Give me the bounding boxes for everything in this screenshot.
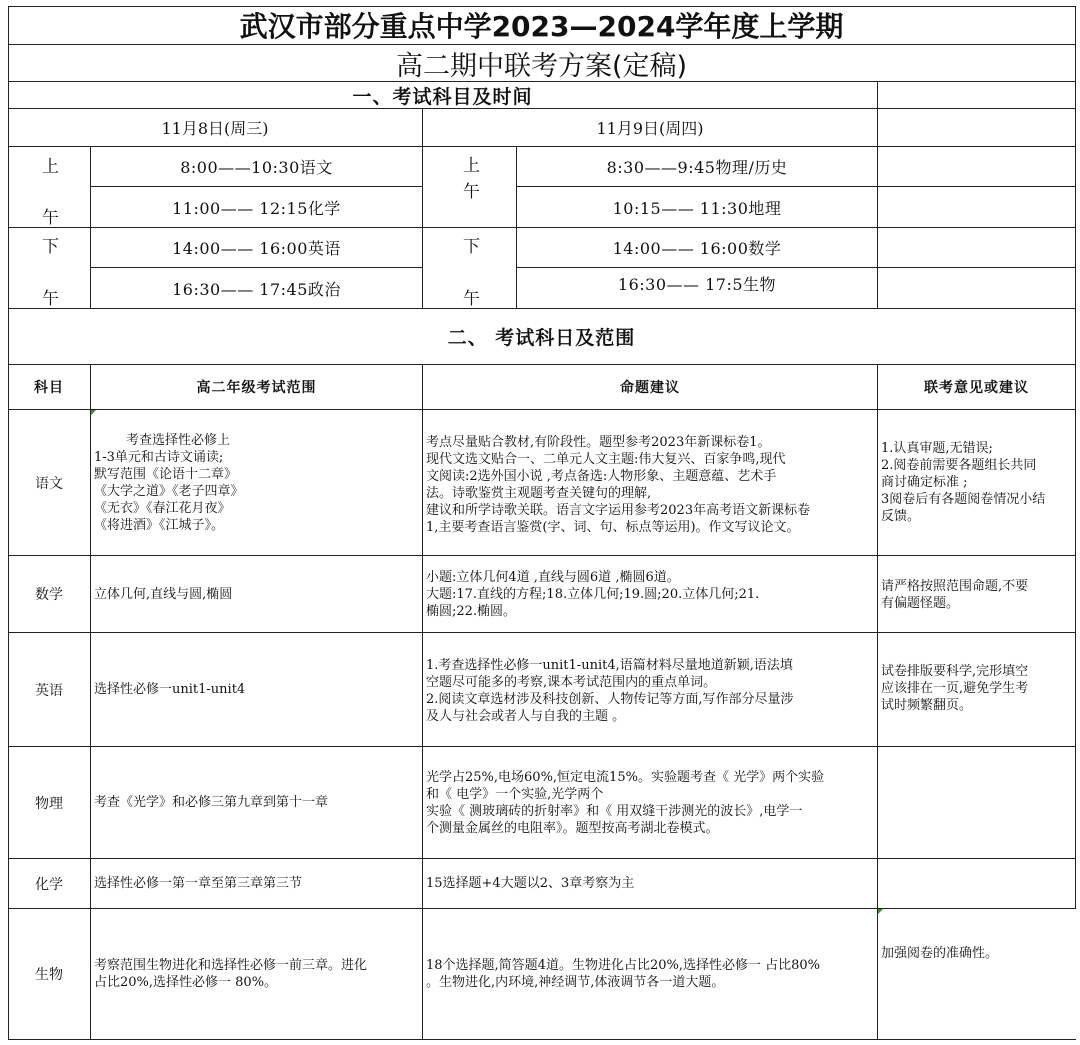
scope-line: 考察范围生物进化和选择性必修一前三章。进化: [94, 958, 368, 973]
scope-line: 《无衣》《春江花月夜》: [94, 501, 231, 516]
opinion-line: 加强阅卷的准确性。: [881, 946, 999, 961]
scope-english: [91, 633, 423, 747]
header-opinion: 联考意见或建议: [878, 365, 1076, 410]
d1-am-slot-2: 11:00—— 12:15化学: [91, 187, 423, 228]
subject-math: 数学: [8, 556, 91, 633]
advice-physics: [423, 747, 878, 859]
title-line-2: 高二期中联考方案(定稿): [8, 45, 1076, 82]
advice-line: 建议和所学诗歌关联。语言文字运用参考2023年高考语文新课标卷: [426, 503, 811, 518]
opinion-line: 1.认真审题,无错误;: [881, 441, 993, 456]
header-subject: 科目: [8, 365, 91, 410]
comment-marker-icon: [878, 909, 883, 914]
header-scope: 高二年级考试范围: [91, 365, 423, 410]
opinion-line: 有偏题怪题。: [881, 596, 960, 611]
morning-bottom-char: 午: [463, 182, 480, 202]
opinion-line: 试卷排版要科学,完形填空: [881, 664, 1029, 679]
d2-am-slot-1: 8:30——9:45物理/历史: [517, 147, 878, 187]
afternoon-bottom-char: 午: [463, 289, 480, 309]
scope-line: 占比20%,选择性必修一 80%。: [94, 975, 278, 990]
advice-chinese: [423, 410, 878, 556]
advice-line: 法。诗歌鉴赏主观题考查关键句的理解,: [426, 486, 652, 501]
opinion-line: 商讨确定标准 ;: [881, 475, 968, 490]
subject-chemistry: 化学: [8, 859, 91, 909]
opinion-line: 试时频繁翻页。: [881, 698, 973, 713]
title-line-1: 武汉市部分重点中学2023—2024学年度上学期: [8, 6, 1076, 45]
exam-plan-table: [8, 6, 1076, 1040]
comment-marker-icon: [91, 410, 96, 415]
subject-physics: 物理: [8, 747, 91, 859]
advice-line: 光学占25%,电场60%,恒定电流15%。实验题考查《 光学》两个实验: [426, 770, 825, 785]
scope-math: [91, 556, 423, 633]
advice-line: 18个选择题,简答题4道。生物进化占比20%,选择性必修一 占比80%: [426, 958, 820, 973]
blank-cell: [878, 268, 1076, 309]
scope-line: 考查《光学》和必修三第九章到第十一章: [94, 795, 329, 810]
advice-line: 空题尽可能多的考察,课本考试范围内的重点单词。: [426, 675, 717, 690]
advice-line: 1.考查选择性必修一unit1-unit4,语篇材料尽量地道新颖,语法填: [426, 658, 793, 673]
advice-line: 大题:17.直线的方程;18.立体几何;19.圆;20.立体几何;21.: [426, 587, 760, 602]
scope-chinese: [91, 410, 423, 556]
d2-pm-slot-2: 16:30—— 17:5生物: [517, 268, 878, 309]
opinion-line: 应该排在一页,避免学生考: [881, 681, 1029, 696]
advice-chemistry: [423, 859, 878, 909]
advice-math: [423, 556, 878, 633]
day1-morning-label: [8, 147, 91, 228]
afternoon-bottom-char: 午: [42, 289, 59, 309]
opinion-biology: [878, 909, 1076, 1040]
advice-line: 和《 电学》一个实验,光学两个: [426, 787, 604, 802]
advice-line: 考点尽量贴合教材,有阶段性。题型参考2023年新课标卷1。: [426, 435, 771, 450]
advice-line: 现代文选文贴合一、二单元人文主题:伟大复兴、百家争鸣,现代: [426, 452, 786, 467]
day2-afternoon-label: [423, 228, 517, 309]
advice-biology: [423, 909, 878, 1040]
advice-line: 1,主要考查语言鉴赏(字、词、句、标点等运用)。作文写议论文。: [426, 520, 800, 535]
scope-line: 选择性必修一unit1-unit4: [94, 682, 246, 697]
morning-top-char: 上: [463, 156, 480, 176]
subject-chinese: 语文: [8, 410, 91, 556]
advice-line: 15选择题+4大题以2、3章考察为主: [426, 876, 635, 891]
scope-line: 《大学之道》《老子四章》: [94, 484, 244, 499]
opinion-chemistry: [878, 859, 1076, 909]
opinion-math: [878, 556, 1076, 633]
opinion-line: 请严格按照范围命题,不要: [881, 579, 1029, 594]
day1-afternoon-label: [8, 228, 91, 309]
advice-line: 实验《 测玻璃砖的折射率》和《 用双缝干涉测光的波长》,电学一: [426, 804, 803, 819]
scope-line: 《将进酒》《江城子》。: [94, 518, 225, 533]
advice-line: 。生物进化,内环境,神经调节,体液调节各一道大题。: [426, 975, 725, 990]
opinion-english: [878, 633, 1076, 747]
day-blank: [878, 109, 1076, 147]
advice-line: 2.阅读文章选材涉及科技创新、人物传记等方面,写作部分尽量涉: [426, 692, 794, 707]
afternoon-top-char: 下: [42, 237, 59, 257]
morning-top-char: 上: [42, 157, 59, 177]
day2-morning-label: [423, 147, 517, 228]
section-2-header: 二、 考试科日及范围: [8, 309, 1076, 365]
scope-chemistry: [91, 859, 423, 909]
scope-line: 默写范围《论语十二章》: [94, 467, 238, 482]
blank-cell: [878, 147, 1076, 187]
opinion-line: 3阅卷后有各题阅卷情况小结: [881, 492, 1046, 507]
section-1-header: 一、考试科目及时间: [8, 82, 878, 109]
afternoon-top-char: 下: [463, 237, 480, 257]
blank-cell: [878, 187, 1076, 228]
advice-english: [423, 633, 878, 747]
opinion-chinese: [878, 410, 1076, 556]
header-advice: 命题建议: [423, 365, 878, 410]
advice-line: 及人与社会或者人与自我的主题 。: [426, 709, 626, 724]
opinion-line: 反馈。: [881, 509, 921, 524]
blank-cell: [878, 228, 1076, 268]
scope-line: 选择性必修一第一章至第三章第三节: [94, 876, 303, 891]
morning-bottom-char: 午: [42, 208, 59, 228]
day-2-header: 11月9日(周四): [423, 109, 878, 147]
opinion-line: 2.阅卷前需要各题组长共同: [881, 458, 1037, 473]
d1-pm-slot-1: 14:00—— 16:00英语: [91, 228, 423, 268]
d2-pm-slot-1: 14:00—— 16:00数学: [517, 228, 878, 268]
scope-line: 考查选择性必修上: [126, 433, 231, 448]
scope-line: 立体几何,直线与圆,椭圆: [94, 586, 233, 602]
d2-am-slot-2: 10:15—— 11:30地理: [517, 187, 878, 228]
d1-pm-slot-2: 16:30—— 17:45政治: [91, 268, 423, 309]
advice-line: 小题:立体几何4道 ,直线与圆6道 ,椭圆6道。: [426, 570, 680, 585]
scope-line: 1-3单元和古诗文诵读;: [94, 450, 224, 465]
advice-line: 文阅读:2选外国小说 ,考点备选:人物形象、主题意蕴、艺术手: [426, 469, 777, 484]
advice-line: 椭圆;22.椭圆。: [426, 604, 517, 619]
subject-biology: 生物: [8, 909, 91, 1040]
day-1-header: 11月8日(周三): [8, 109, 423, 147]
d1-am-slot-1: 8:00——10:30语文: [91, 147, 423, 187]
scope-biology: [91, 909, 423, 1040]
opinion-physics: [878, 747, 1076, 859]
advice-line: 个测量金属丝的电阻率》。题型按高考湖北卷模式。: [426, 821, 719, 836]
section-1-blank: [878, 82, 1076, 109]
subject-english: 英语: [8, 633, 91, 747]
scope-physics: [91, 747, 423, 859]
